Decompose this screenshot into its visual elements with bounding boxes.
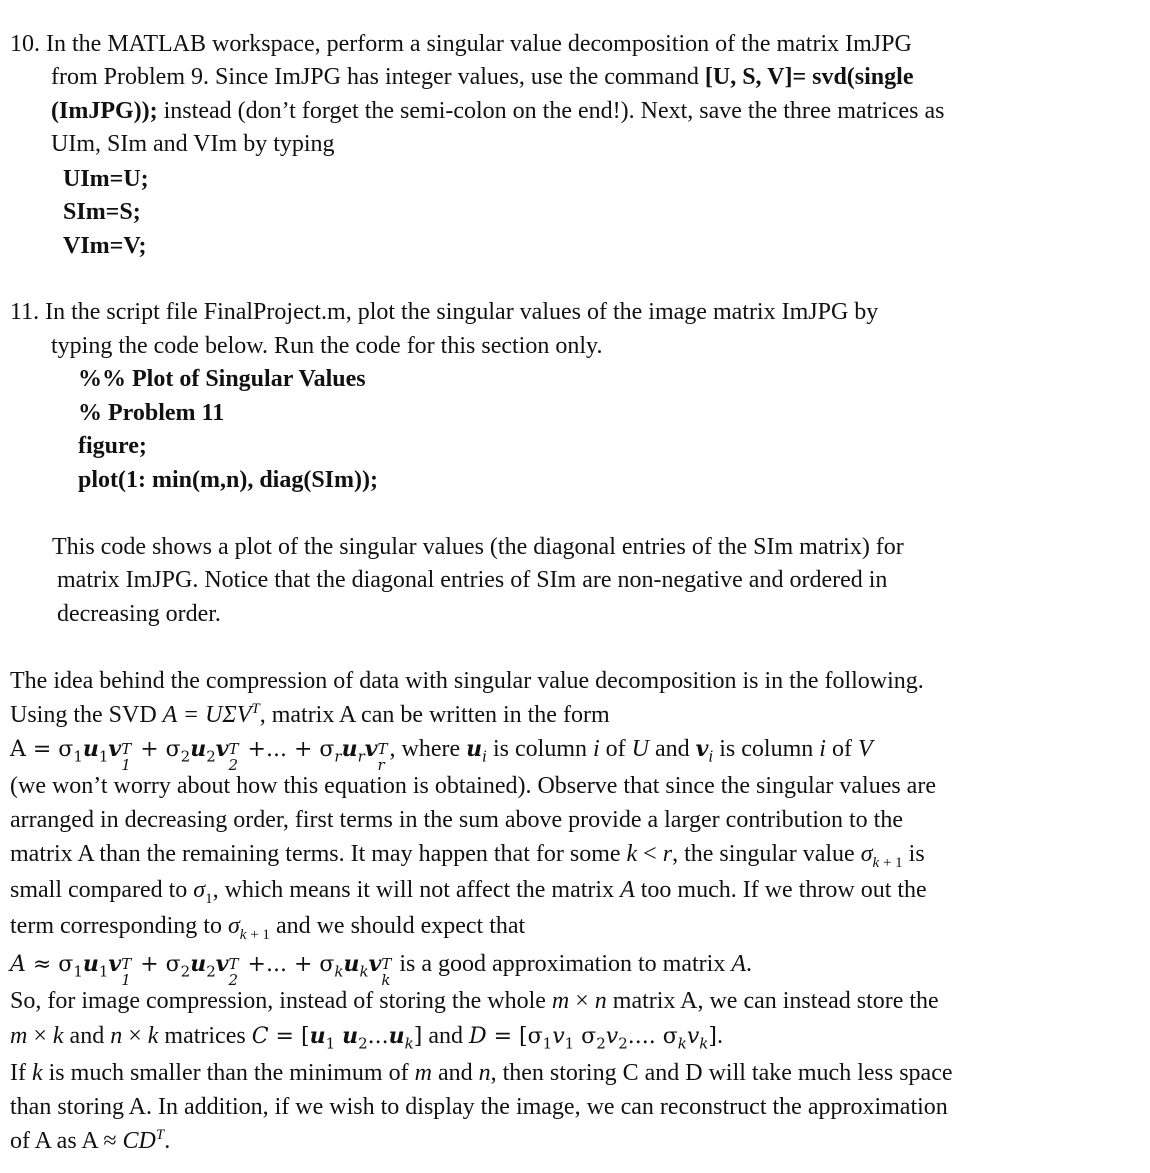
problem-11-line-1 — [10, 297, 878, 327]
explanation-line-8: term corresponding to $\sigma_k$ $_{+ 1}$ and we should expect that — [10, 913, 526, 943]
explanation-line-10: So, for image compression, instead of storing the whole m × n matrix A, we can instead store the — [10, 988, 939, 1014]
explanation-line-5: arranged in decreasing order, first terms in the sum above provide a larger contribution to the — [10, 807, 903, 833]
problem-10-number: 10. — [10, 31, 40, 57]
text: of — [599, 736, 632, 762]
text: of A as A ≈ — [10, 1128, 123, 1154]
text: too much. If we throw out the — [634, 877, 927, 903]
text: is — [902, 841, 925, 867]
explanation-line-13: than storing A. In addition, if we wish to display the image, we can reconstruct the approximation — [10, 1094, 948, 1120]
explanation-line-12: If k is much smaller than the minimum of m and n, then storing C and D will take much less space — [10, 1060, 953, 1086]
text: matrix A than the remaining terms. It may happen that for some — [10, 841, 627, 867]
text: , then storing C and D will take much less space — [490, 1060, 953, 1086]
text: Using the SVD — [10, 702, 163, 728]
note-line-1: This code shows a plot of the singular values (the diagonal entries of the SIm matrix) for — [52, 534, 904, 560]
text: term corresponding to — [10, 913, 228, 939]
note-line-3: decreasing order. — [57, 601, 221, 627]
text: and we should expect that — [269, 913, 526, 939]
problem-10-text-3: instead (don’t forget the semi-colon on the end!). Next, save the three matrices as — [157, 98, 945, 124]
text: is much smaller than the minimum of — [42, 1060, 415, 1086]
text: is column — [713, 736, 820, 762]
text: , where — [389, 736, 467, 762]
explanation-line-2: Using the SVD $A = U\Sigma V^T$, matrix A can be written in the form — [10, 701, 610, 728]
code-vim: VIm=V; — [63, 233, 147, 259]
code-figure: figure; — [78, 433, 147, 459]
text: is column — [486, 736, 593, 762]
text: and — [649, 736, 696, 762]
explanation-line-1: The idea behind the compression of data with singular value decomposition is in the following. — [10, 668, 924, 694]
problem-10-text-2: from Problem 9. Since ImJPG has integer values, use the command — [51, 64, 705, 90]
problem-10-line-1 — [10, 29, 912, 59]
text: small compared to — [10, 877, 194, 903]
approx-formula: $A \approx \sigma_1u_1v$ T 1 + $\sigma_2u_2v$ T 2 +... + $\sigma_ku_kv$ T k is a good approximation to matrix A. — [10, 951, 752, 989]
problem-10-line-3 — [51, 96, 945, 126]
problem-10-line-2 — [51, 62, 913, 92]
text: , which means it will not affect the matrix — [212, 877, 621, 903]
problem-11-number: 11. — [10, 299, 40, 325]
explanation-line-7: small compared to $\sigma_1$, which means it will not affect the matrix A too much. If we throw out the — [10, 877, 927, 907]
svd-formula: A = UΣV — [162, 702, 252, 728]
svd-command-part-1: [U, S, V]= svd(single — [704, 64, 914, 90]
code-comment-plot: %% Plot of Singular Values — [78, 366, 366, 392]
problem-11-line-2: typing the code below. Run the code for this section only. — [51, 333, 603, 359]
svd-command-part-2: (ImJPG)); — [51, 98, 158, 124]
text: So, for image compression, instead of storing the whole — [10, 988, 552, 1014]
text: and — [63, 1023, 111, 1049]
text: matrix A, we can instead store the — [606, 988, 939, 1014]
explanation-line-4: (we won’t worry about how this equation is obtained). Observe that since the singular values are — [10, 773, 936, 799]
code-plot: plot(1: min(m,n), diag(SIm)); — [78, 467, 378, 493]
explanation-line-6: matrix A than the remaining terms. It may happen that for some k < r, the singular value $\sigma_k$ $_{+ 1}$ is — [10, 841, 925, 871]
text: matrices — [158, 1023, 252, 1049]
text: , matrix A can be written in the form — [259, 702, 610, 728]
text: If — [10, 1060, 32, 1086]
code-uim: UIm=U; — [63, 166, 149, 192]
note-line-2: matrix ImJPG. Notice that the diagonal entries of SIm are non-negative and ordered in — [57, 567, 888, 593]
problem-10-line-4: UIm, SIm and VIm by typing — [51, 131, 335, 157]
formula-start: A = σ — [10, 737, 74, 762]
text: , the singular value — [672, 841, 861, 867]
code-comment-problem: % Problem 11 — [78, 400, 225, 426]
text: and — [431, 1060, 479, 1086]
code-sim: SIm=S; — [63, 199, 141, 225]
text: is a good approximation to matrix — [393, 951, 732, 977]
sum-formula: $A = \sigma_1u_1v$ T 1 + $\sigma_2u_2v$ T 2 +... + $\sigma_ru_rv$ T r , where $u_i$ is column i of U and $v_i$ is column i of V — [10, 736, 873, 774]
problem-11-text-1: In the script file FinalProject.m, plot the singular values of the image matrix ImJPG by — [45, 299, 879, 325]
explanation-line-11: m × k and n × k matrices $C = [u_1$ $u_2...u_k$] and $D = [\sigma_1v_1$ $\sigma_2v_2$.... $\sigma_kv_k$]. — [10, 1023, 723, 1053]
problem-10-text-1: In the MATLAB workspace, perform a singular value decomposition of the matrix ImJPG — [46, 31, 912, 57]
explanation-line-14: of A as $A \approx CD^T$. — [10, 1127, 171, 1154]
